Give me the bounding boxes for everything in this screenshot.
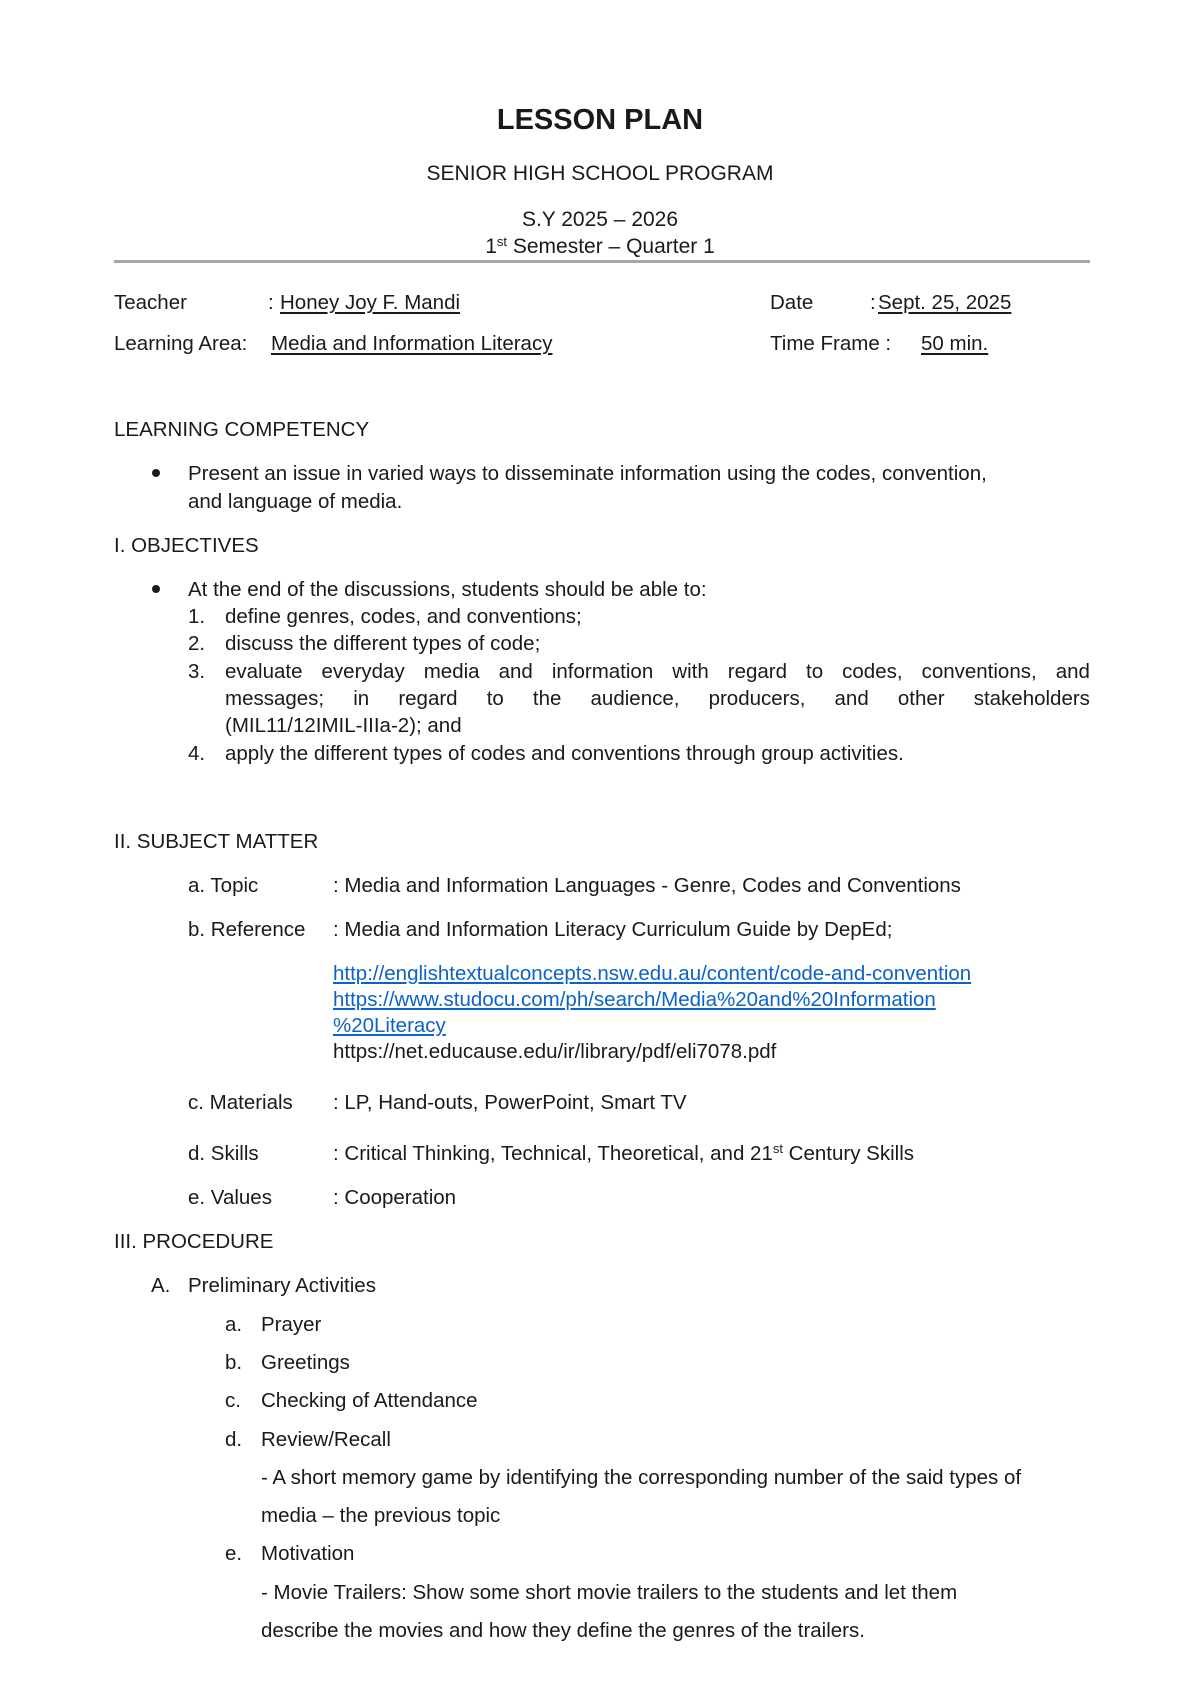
word: everyday bbox=[321, 660, 405, 683]
word: evaluate bbox=[225, 660, 303, 683]
skills-ordinal: st bbox=[772, 1141, 783, 1156]
date-label: Date bbox=[770, 291, 814, 314]
values-value: : Cooperation bbox=[333, 1186, 457, 1209]
word: regard bbox=[398, 687, 458, 710]
bullet-icon bbox=[152, 585, 160, 593]
competency-line-1: Present an issue in varied ways to disseminate information using the codes, convention, bbox=[188, 462, 987, 485]
reference-value: : Media and Information Literacy Curriculum Guide by DepEd; bbox=[333, 918, 893, 941]
skills-text: : Critical Thinking, Technical, Theoretical, and 21 bbox=[333, 1142, 773, 1165]
activity-letter: a. bbox=[225, 1313, 243, 1336]
word: to bbox=[806, 660, 824, 683]
objective-item-3-line-3: (MIL11/12IMIL-IIIa-2); and bbox=[225, 714, 462, 737]
skills-label: d. Skills bbox=[188, 1142, 259, 1165]
skills-value bbox=[333, 1141, 914, 1167]
objective-item-3-line-2 bbox=[225, 686, 1090, 712]
subject-matter-heading: II. SUBJECT MATTER bbox=[114, 830, 319, 853]
bullet-icon bbox=[152, 469, 160, 477]
materials-value: : LP, Hand-outs, PowerPoint, Smart TV bbox=[333, 1091, 687, 1114]
activity-letter: d. bbox=[225, 1428, 243, 1451]
materials-label: c. Materials bbox=[188, 1091, 293, 1114]
word: other bbox=[897, 687, 945, 710]
reference-link-2-continued[interactable]: %20Literacy bbox=[333, 1014, 446, 1037]
competency-line-2: and language of media. bbox=[188, 490, 403, 513]
word: and bbox=[498, 660, 533, 683]
activity-letter: c. bbox=[225, 1389, 241, 1412]
skills-text-end: Century Skills bbox=[782, 1142, 914, 1165]
word: to bbox=[486, 687, 504, 710]
topic-value: : Media and Information Languages - Genre, Codes and Conventions bbox=[333, 874, 961, 897]
word: and bbox=[1055, 660, 1090, 683]
time-frame-value: 50 min. bbox=[921, 332, 989, 355]
page-title: LESSON PLAN bbox=[496, 104, 704, 136]
topic-label: a. Topic bbox=[188, 874, 259, 897]
teacher-label: Teacher bbox=[114, 291, 187, 314]
word: regard bbox=[727, 660, 788, 683]
activity-prayer: Prayer bbox=[261, 1313, 322, 1336]
learning-area-value: Media and Information Literacy bbox=[271, 332, 553, 355]
word: codes, bbox=[842, 660, 903, 683]
activity-greetings: Greetings bbox=[261, 1351, 350, 1374]
date-colon: : bbox=[870, 291, 876, 314]
semester-line bbox=[0, 235, 1200, 259]
procedure-letter-a: A. bbox=[151, 1274, 171, 1297]
school-year: S.Y 2025 – 2026 bbox=[521, 208, 679, 231]
objective-item-1: define genres, codes, and conventions; bbox=[225, 605, 582, 628]
semester-number: 1 bbox=[485, 235, 497, 258]
word: conventions, bbox=[921, 660, 1037, 683]
word: information bbox=[551, 660, 654, 683]
procedure-heading: III. PROCEDURE bbox=[114, 1230, 274, 1253]
semester-text: Semester – Quarter 1 bbox=[507, 235, 715, 258]
review-description-line-2: media – the previous topic bbox=[261, 1504, 501, 1527]
learning-area-label: Learning Area: bbox=[114, 332, 248, 355]
word: stakeholders bbox=[973, 687, 1090, 710]
reference-link-2[interactable]: https://www.studocu.com/ph/search/Media%20and%20Information bbox=[333, 988, 936, 1011]
teacher-colon: : bbox=[268, 291, 274, 314]
word: messages; bbox=[225, 687, 325, 710]
word: audience, bbox=[590, 687, 680, 710]
teacher-value: Honey Joy F. Mandi bbox=[280, 291, 461, 314]
objective-item-3-line-1 bbox=[225, 659, 1090, 685]
motivation-description-line-1: - Movie Trailers: Show some short movie trailers to the students and let them bbox=[261, 1581, 958, 1604]
word: with bbox=[672, 660, 709, 683]
objective-item-4: apply the different types of codes and conventions through group activities. bbox=[225, 742, 904, 765]
word: in bbox=[353, 687, 370, 710]
review-description-line-1: - A short memory game by identifying the corresponding number of the said types of bbox=[261, 1466, 1022, 1489]
competency-heading: LEARNING COMPETENCY bbox=[114, 418, 370, 441]
objectives-intro: At the end of the discussions, students should be able to: bbox=[188, 578, 707, 601]
header-divider bbox=[114, 260, 1090, 263]
activity-letter: e. bbox=[225, 1542, 243, 1565]
word: the bbox=[532, 687, 562, 710]
date-value: Sept. 25, 2025 bbox=[878, 291, 1012, 314]
objective-number-1: 1. bbox=[188, 605, 206, 628]
reference-link-1[interactable]: http://englishtextualconcepts.nsw.edu.au/content/code-and-convention bbox=[333, 962, 972, 985]
objective-number-4: 4. bbox=[188, 742, 206, 765]
word: and bbox=[834, 687, 869, 710]
activity-letter: b. bbox=[225, 1351, 243, 1374]
activity-motivation: Motivation bbox=[261, 1542, 355, 1565]
preliminary-activities-title: Preliminary Activities bbox=[188, 1274, 376, 1297]
reference-label: b. Reference bbox=[188, 918, 306, 941]
word: media bbox=[423, 660, 480, 683]
values-label: e. Values bbox=[188, 1186, 272, 1209]
time-frame-label: Time Frame : bbox=[770, 332, 892, 355]
objective-item-2: discuss the different types of code; bbox=[225, 632, 541, 655]
objective-number-2: 2. bbox=[188, 632, 206, 655]
activity-review: Review/Recall bbox=[261, 1428, 391, 1451]
reference-link-3: https://net.educause.edu/ir/library/pdf/eli7078.pdf bbox=[333, 1040, 777, 1063]
objectives-heading: I. OBJECTIVES bbox=[114, 534, 259, 557]
word: producers, bbox=[708, 687, 806, 710]
semester-ordinal: st bbox=[496, 234, 508, 249]
objective-number-3: 3. bbox=[188, 660, 206, 683]
program-subtitle: SENIOR HIGH SCHOOL PROGRAM bbox=[426, 162, 774, 185]
motivation-description-line-2: describe the movies and how they define the genres of the trailers. bbox=[261, 1619, 865, 1642]
activity-attendance: Checking of Attendance bbox=[261, 1389, 478, 1412]
